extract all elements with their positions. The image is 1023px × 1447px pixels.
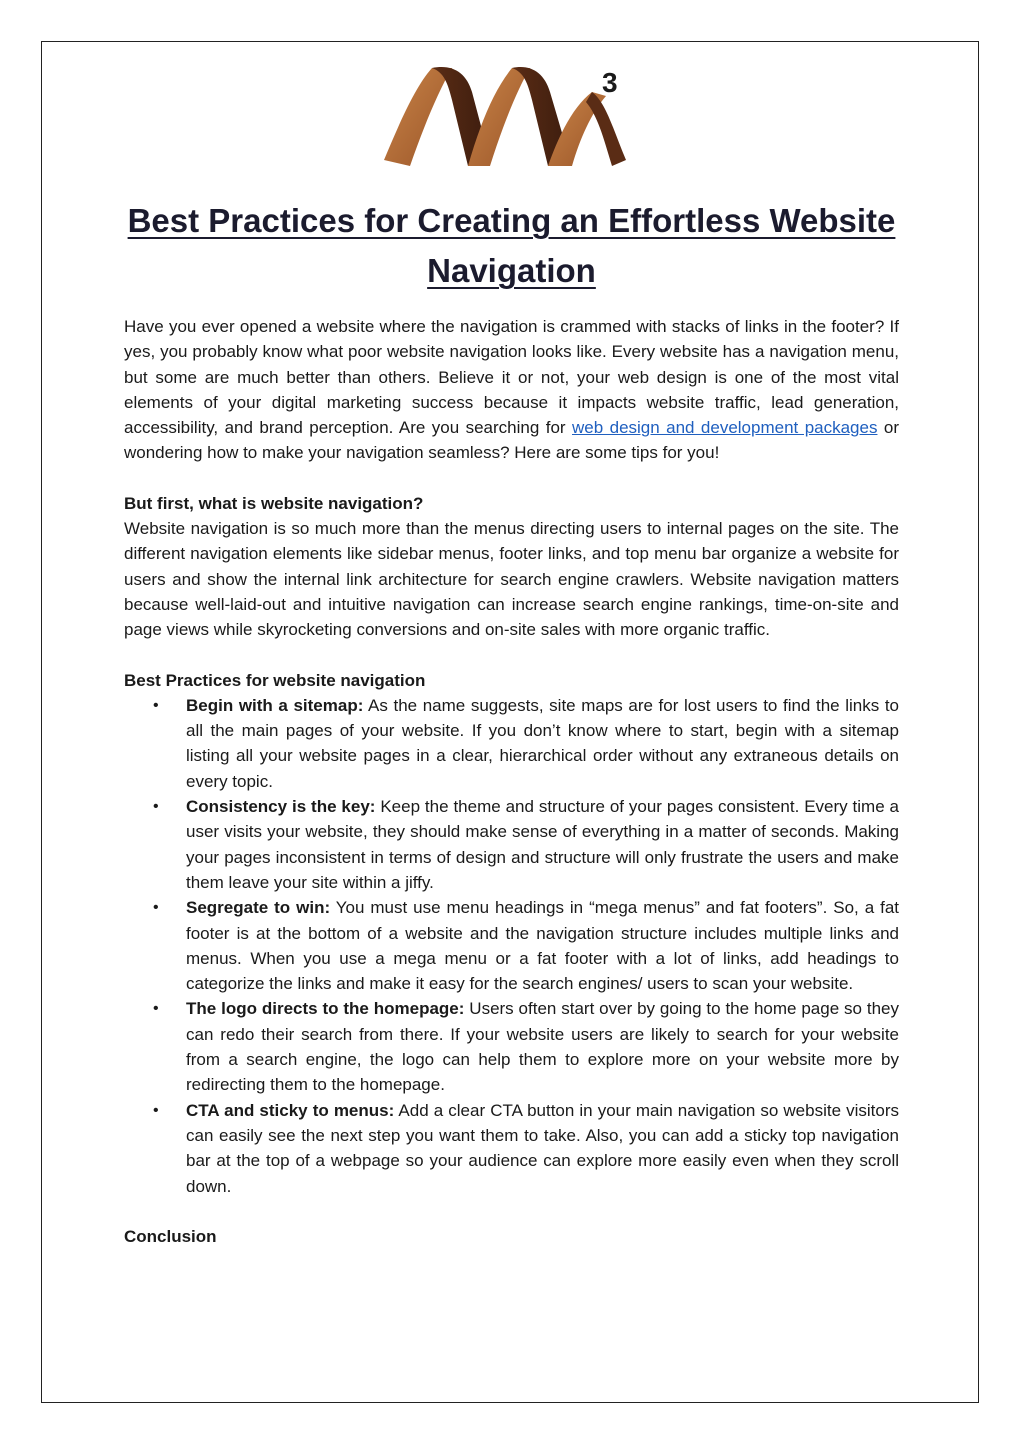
article-body [124,314,899,1249]
best-practices-list [124,693,899,1199]
bullet-icon: • [153,1000,159,1018]
intro-text-after-link: or wondering how to make your navigation seamless? Here are some tips for you! [124,418,900,463]
list-item-title: Segregate to win: [186,898,331,918]
logo-superscript: 3 [602,67,618,98]
bullet-icon: • [153,899,159,917]
list-item-text: As the name suggests, site maps are for lost users to find the links to all the main pages of your website. If you don’t know where to start, begin with a sitemap listing all your website pages in a clear, hierarchical order without any extraneous details on every topic. [186,695,899,791]
list-item-title: Begin with a sitemap: [186,695,364,715]
web-design-packages-link[interactable]: web design and development packages [572,418,878,438]
intro-text-before-link: Have you ever opened a website where the navigation is crammed with stacks of links in the footer? If yes, you probably know what poor website navigation looks like. Every website has a navigation menu, but some are much better than others. Believe it or not, your web design is one of the most vital elements of your digital marketing success because it impacts website traffic, lead generation, accessibility, and brand perception. Are you searching for [124,317,899,438]
list-item-title: The logo directs to the homepage: [186,999,465,1019]
intro-paragraph [124,314,899,466]
bullet-icon: • [153,1101,159,1119]
list-item-text: Users often start over by going to the home page so they can redo their search from there. If your website users are likely to search for your website from a search engine, the logo can help them to explore more on your website more by redirecting them to the homepage. [186,999,899,1095]
what-is-navigation-heading: But first, what is website navigation? [124,493,424,513]
bullet-icon: • [153,798,159,816]
bullet-icon: • [153,696,159,714]
conclusion-heading: Conclusion [124,1226,217,1246]
list-item [153,794,899,895]
list-item-title: CTA and sticky to menus: [186,1100,395,1120]
list-item-text: You must use menu headings in “mega menus” and fat footers”. So, a fat footer is at the bottom of a website and the navigation structure includes multiple links and menus. When you use a mega menu or a fat footer with a lot of links, add headings to categorize the links and make it easy for the search engines/ users to scan your website. [186,898,899,994]
list-item [153,693,899,794]
list-item [153,1098,899,1199]
logo-ribbon-left [384,68,452,166]
m3-logo-graphic [380,62,632,172]
logo-ribbon-tail [586,92,626,166]
list-item [153,996,899,1097]
best-practices-heading: Best Practices for website navigation [124,670,426,690]
list-item-title: Consistency is the key: [186,797,376,817]
list-item [153,895,899,996]
page-title: Best Practices for Creating an Effortless Website Navigation [127,202,896,289]
m3-logo [380,62,632,172]
list-item-text: Keep the theme and structure of your pages consistent. Every time a user visits your website, they should make sense of everything in a matter of seconds. Making your pages inconsistent in terms of design and structure will only frustrate the users and make them leave your site within a jiffy. [186,797,899,892]
what-is-navigation-paragraph: Website navigation is so much more than the menus directing users to internal pages on the site. The different navigation elements like sidebar menus, footer links, and top menu bar organize a website for users and show the internal link architecture for search engine crawlers. Website navigation matters because well-laid-out and intuitive navigation can increase search engine rankings, time-on-site and page views while skyrocketing conversions and on-site sales with more organic traffic. [124,519,899,640]
list-item-text: Add a clear CTA button in your main navigation so website visitors can easily see the next step you want them to take. Also, you can add a sticky top navigation bar at the top of a webpage so your audience can explore more easily even when they scroll down. [186,1100,899,1196]
